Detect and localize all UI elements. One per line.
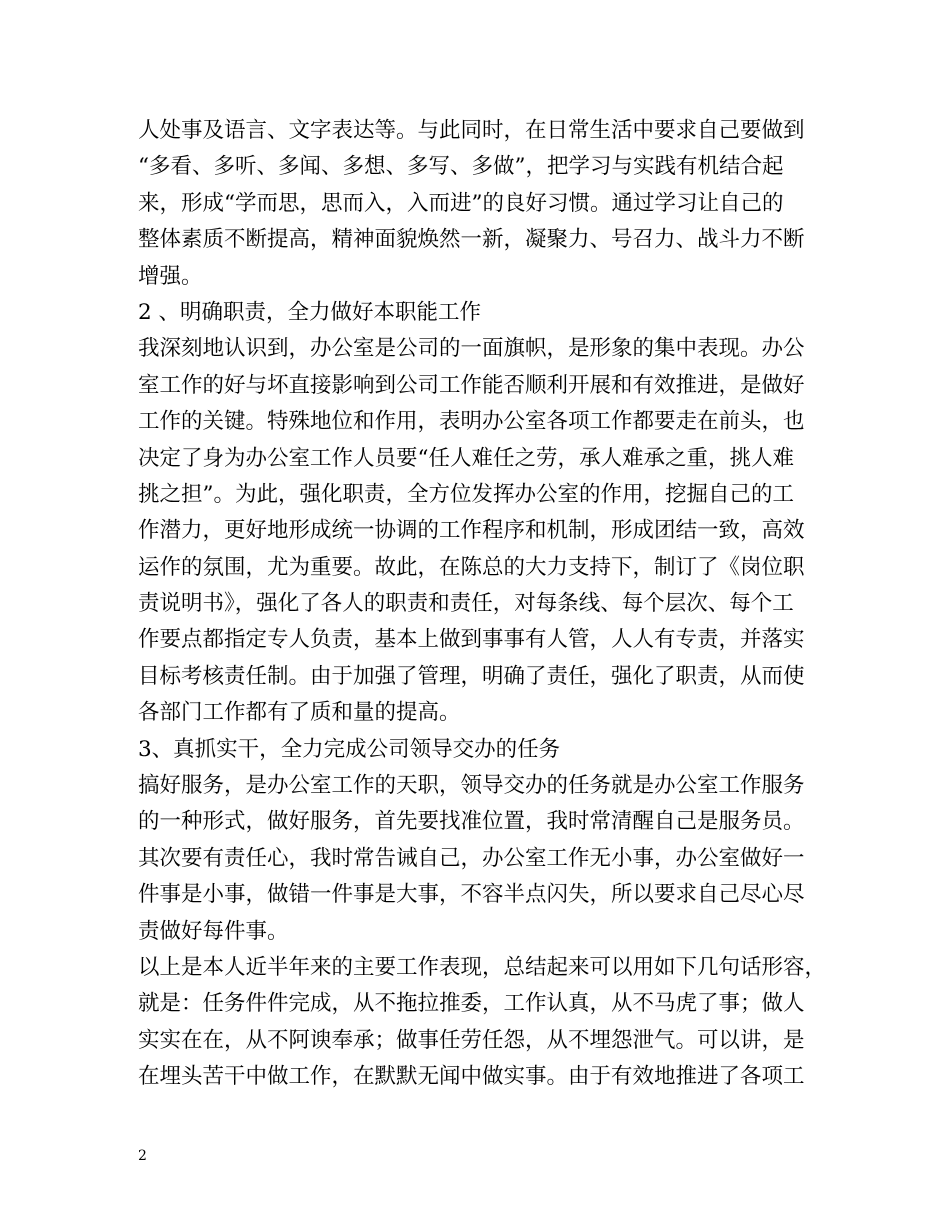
text-line: 件事是小事，做错一件事是大事，不容半点闪失，所以要求自己尽心尽 — [138, 882, 805, 908]
text-line: 的一种形式，做好服务，首先要找准位置，我时常清醒自己是服务员。 — [138, 809, 805, 835]
text-line: 实实在在，从不阿谀奉承；做事任劳任怨，从不埋怨泄气。可以讲，是 — [138, 1027, 805, 1053]
text-line: 工作的关键。特殊地位和作用，表明办公室各项工作都要走在前头，也 — [138, 409, 805, 435]
text-line: 人处事及语言、文字表达等。与此同时，在日常生活中要求自己要做到 — [138, 118, 805, 143]
text-line: 其次要有责任心，我时常告诫自己，办公室工作无小事，办公室做好一 — [138, 845, 805, 871]
text-line: 作潜力，更好地形成统一协调的工作程序和机制，形成团结一致，高效 — [138, 518, 805, 544]
text-line: 搞好服务，是办公室工作的天职，领导交办的任务就是办公室工作服务 — [138, 773, 805, 799]
text-line: 增强。 — [138, 263, 203, 289]
text-line: 我深刻地认识到，办公室是公司的一面旗帜，是形象的集中表现。办公 — [138, 336, 805, 362]
text-line: “多看、多听、多闻、多想、多写、多做”，把学习与实践有机结合起 — [138, 154, 784, 180]
text-line: 挑之担”。为此，强化职责，全方位发挥办公室的作用，挖掘自己的工 — [138, 481, 794, 507]
text-line: 决定了身为办公室工作人员要“任人难任之劳，承人难承之重，挑人难 — [138, 445, 794, 471]
text-line: 来，形成“学而思，思而入，入而进”的良好习惯。通过学习让自己的 — [138, 190, 784, 216]
section-heading: 3、真抓实干，全力完成公司领导交办的任务 — [138, 736, 561, 762]
text-line: 责做好每件事。 — [138, 918, 289, 944]
text-line: 目标考核责任制。由于加强了管理，明确了责任，强化了职责，从而使 — [138, 663, 805, 689]
section-heading: 2 、明确职责，全力做好本职能工作 — [138, 299, 482, 325]
page-number: 2 — [138, 1148, 147, 1164]
text-line: 各部门工作都有了质和量的提高。 — [138, 700, 461, 726]
text-line: 整体素质不断提高，精神面貌焕然一新，凝聚力、号召力、战斗力不断 — [138, 227, 805, 253]
text-line: 责说明书》，强化了各人的职责和责任，对每条线、每个层次、每个工 — [138, 591, 794, 617]
body-text — [138, 113, 828, 1096]
text-line: 就是：任务件件完成，从不拖拉推委，工作认真，从不马虎了事；做人 — [138, 991, 805, 1017]
text-line: 运作的氛围，尤为重要。故此，在陈总的大力支持下，制订了《岗位职 — [138, 554, 805, 580]
text-line: 在埋头苦干中做工作，在默默无闻中做实事。由于有效地推进了各项工 — [138, 1064, 805, 1090]
text-line: 作要点都指定专人负责，基本上做到事事有人管，人人有专责，并落实 — [138, 627, 805, 653]
text-line: 室工作的好与坏直接影响到公司工作能否顺利开展和有效推进，是做好 — [138, 372, 805, 398]
text-line: 以上是本人近半年来的主要工作表现，总结起来可以用如下几句话形容， — [138, 954, 827, 980]
